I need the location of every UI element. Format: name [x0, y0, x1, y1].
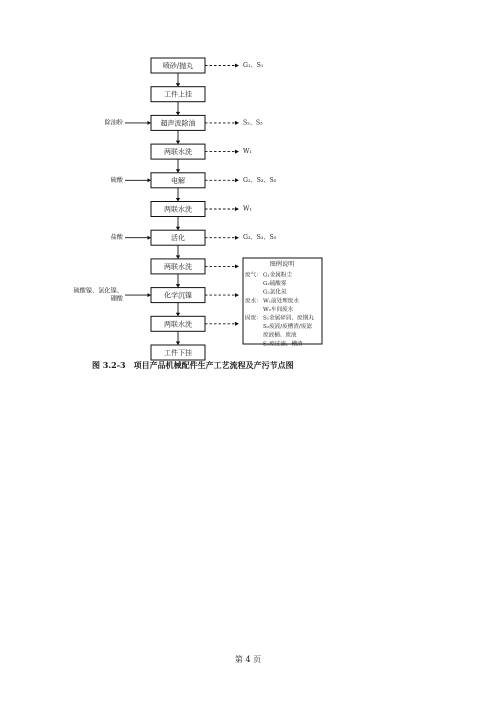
arrow-head: [176, 227, 180, 231]
arrow-head: [235, 236, 239, 240]
process-step-s11: [151, 345, 205, 360]
step-label: 超声波除油: [160, 119, 196, 128]
arrow-head: [148, 236, 152, 240]
step-label: 电解: [171, 176, 185, 185]
step-output-s1: [205, 62, 263, 69]
arrow-head: [176, 255, 180, 259]
pollutant-label: S₂、S₃: [243, 119, 263, 127]
legend-item: 废液桶、废液: [263, 332, 297, 339]
step-label: 两联水洗: [164, 205, 192, 214]
legend-item: G₁金属粉尘: [263, 272, 293, 279]
step-input-s5: [111, 176, 151, 184]
process-step-s8: [151, 259, 205, 274]
arrow-head: [176, 342, 180, 346]
input-label: 盐酸: [110, 234, 123, 242]
step-label: 喷砂/抛丸: [162, 62, 194, 70]
arrow-head: [235, 150, 239, 154]
arrow-head: [176, 141, 180, 145]
arrow-head: [148, 121, 152, 125]
step-input-s7: [111, 233, 151, 241]
process-step-s6: [151, 202, 205, 217]
process-step-s10: [151, 316, 205, 331]
process-step-s1: [151, 58, 205, 73]
step-label: 活化: [171, 234, 185, 243]
arrow-head: [235, 322, 239, 326]
pollutant-label: W₁: [243, 205, 252, 213]
arrow-head: [176, 169, 180, 173]
step-label: 两联水洗: [164, 262, 192, 271]
legend-item: G₂硫酸雾: [263, 281, 287, 288]
arrow-head: [176, 83, 180, 87]
pollutant-label: G₃、S₃、S₅: [243, 234, 277, 242]
pollutant-label: G₁、S₁: [243, 62, 264, 69]
arrow-head: [235, 121, 239, 125]
arrow-head: [235, 207, 239, 211]
arrow-head: [148, 178, 152, 182]
step-output-s7: [205, 234, 277, 241]
process-step-s3: [151, 115, 205, 130]
step-label: 两联水洗: [164, 148, 192, 157]
arrow-head: [176, 313, 180, 317]
legend-item: S₂废液/废槽渣/废滤: [263, 324, 313, 331]
legend: [243, 258, 322, 347]
input-label: 硫酸: [110, 176, 123, 184]
arrow-head: [235, 293, 239, 297]
process-step-s2: [151, 87, 205, 102]
pollutant-label: W₁: [243, 148, 252, 156]
process-step-s5: [151, 173, 205, 188]
process-step-s4: [151, 144, 205, 159]
step-output-s3: [205, 119, 263, 126]
step-output-s6: [205, 206, 252, 213]
step-output-s4: [205, 148, 252, 155]
process-step-s7: [151, 230, 205, 245]
step-label: 工件下挂: [164, 349, 192, 357]
input-label-line: 硼酸: [110, 295, 123, 303]
arrow-head: [176, 284, 180, 288]
legend-category: 固废：: [245, 315, 262, 322]
input-label-line: 硫酸镍、氯化镍、: [73, 287, 123, 295]
arrow-head: [148, 293, 152, 297]
arrow-head: [235, 264, 239, 268]
step-label: 两联水洗: [164, 320, 192, 329]
process-step-s9: [151, 288, 205, 303]
step-output-s5: [205, 177, 277, 184]
step-input-s9: [74, 287, 152, 303]
figure-caption: 图 3.2-3 项目产品机械配件生产工艺流程及产污节点图: [92, 360, 294, 370]
step-input-s3: [104, 118, 151, 126]
arrow-head: [235, 178, 239, 182]
page-number: 第 4 页: [234, 655, 262, 664]
arrow-head: [235, 64, 239, 68]
legend-item: W₁前处理废水: [263, 298, 299, 305]
arrow-head: [176, 112, 180, 116]
legend-title: 图例说明: [269, 261, 295, 268]
legend-category: 废水：: [245, 298, 262, 305]
pollutant-label: G₂、S₃、S₅: [243, 176, 277, 184]
legend-item: W₂车间废水: [263, 306, 294, 313]
step-label: 化学沉镍: [164, 291, 192, 300]
step-label: 工件上挂: [164, 90, 192, 99]
arrow-head: [176, 198, 180, 202]
legend-item: G₃氯化氢: [263, 289, 287, 296]
legend-item: S₃废过滤、槽渣: [263, 341, 303, 348]
legend-category: 废气：: [245, 272, 262, 279]
legend-item: S₁金属碎屑、废钢丸: [263, 315, 314, 322]
input-label: 除油粉: [104, 119, 123, 127]
